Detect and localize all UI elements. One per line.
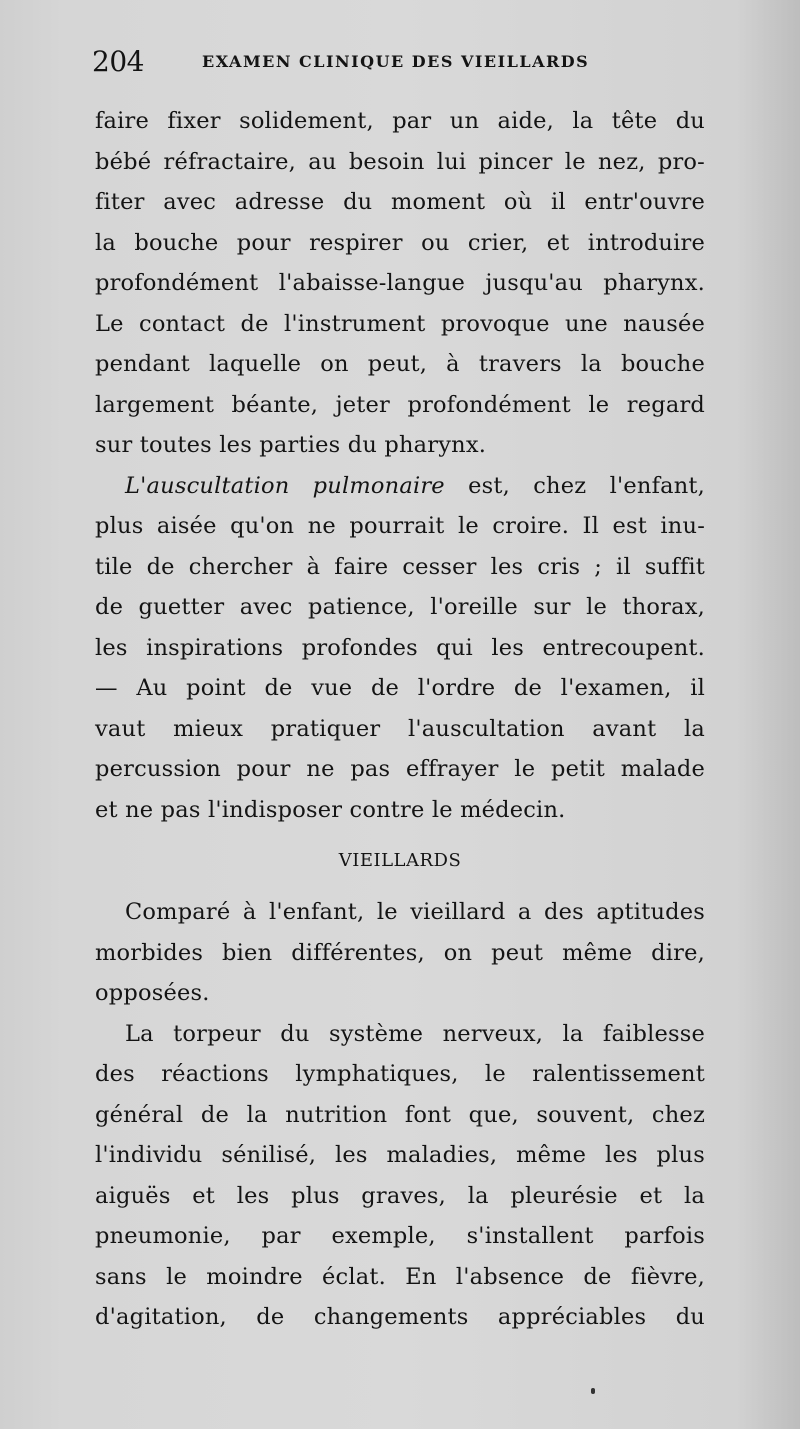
text-line: Le contact de l'instrument provoque une nausée — [95, 310, 705, 337]
running-head: EXAMEN CLINIQUE DES VIEILLARDS — [202, 52, 590, 71]
text-line: sur toutes les parties du pharynx. — [95, 432, 487, 458]
ink-speck — [591, 1388, 595, 1394]
text-line: fiter avec adresse du moment où il entr'ouvre — [95, 189, 705, 215]
text-line: de guetter avec patience, l'oreille sur le thorax, — [95, 594, 705, 620]
text-span: est, chez l'enfant, — [444, 472, 705, 499]
text-line: bébé réfractaire, au besoin lui pincer le nez, pro- — [95, 148, 705, 175]
section-title: VIEILLARDS — [338, 850, 462, 871]
paragraph-first-line — [95, 466, 705, 507]
text-line: La torpeur du système nerveux, la faiblesse — [125, 1020, 705, 1047]
text-line: tile de chercher à faire cesser les cris ; il suffit — [95, 553, 705, 580]
text-line: aiguës et les plus graves, la pleurésie et la — [95, 1182, 705, 1209]
text-line: profondément l'abaisse-langue jusqu'au pharynx. — [95, 270, 705, 296]
text-line: la bouche pour respirer ou crier, et introduire — [95, 229, 705, 256]
text-line: pneumonie, par exemple, s'installent parfois — [95, 1223, 705, 1249]
page-header — [92, 42, 712, 82]
text-line: vaut mieux pratiquer l'auscultation avant la — [95, 715, 705, 742]
text-line: les inspirations profondes qui les entrecoupent. — [95, 634, 705, 661]
italic-term: L'auscultation pulmonaire — [125, 472, 445, 499]
text-line: Comparé à l'enfant, le vieillard a des aptitudes — [125, 899, 705, 925]
text-line: faire fixer solidement, par un aide, la tête du — [95, 108, 705, 134]
text-line: pendant laquelle on peut, à travers la bouche — [95, 351, 705, 377]
text-line: général de la nutrition font que, souvent, chez — [95, 1101, 705, 1128]
text-line: d'agitation, de changements appréciables du — [95, 1304, 705, 1330]
text-line: l'individu sénilisé, les maladies, même les plus — [95, 1142, 705, 1168]
text-line: des réactions lymphatiques, le ralentissement — [95, 1061, 705, 1087]
text-line: opposées. — [95, 980, 210, 1006]
page-number: 204 — [92, 45, 144, 78]
text-line: morbides bien différentes, on peut même dire, — [95, 939, 705, 966]
text-line: largement béante, jeter profondément le regard — [95, 391, 705, 418]
text-line: plus aisée qu'on ne pourrait le croire. Il est inu- — [95, 513, 705, 539]
text-line: sans le moindre éclat. En l'absence de fièvre, — [95, 1263, 705, 1290]
text-line: percussion pour ne pas effrayer le petit malade — [95, 756, 705, 782]
body-text — [95, 101, 705, 1338]
text-line: — Au point de vue de l'ordre de l'examen, il — [95, 675, 705, 701]
text-line: et ne pas l'indisposer contre le médecin. — [95, 796, 566, 823]
